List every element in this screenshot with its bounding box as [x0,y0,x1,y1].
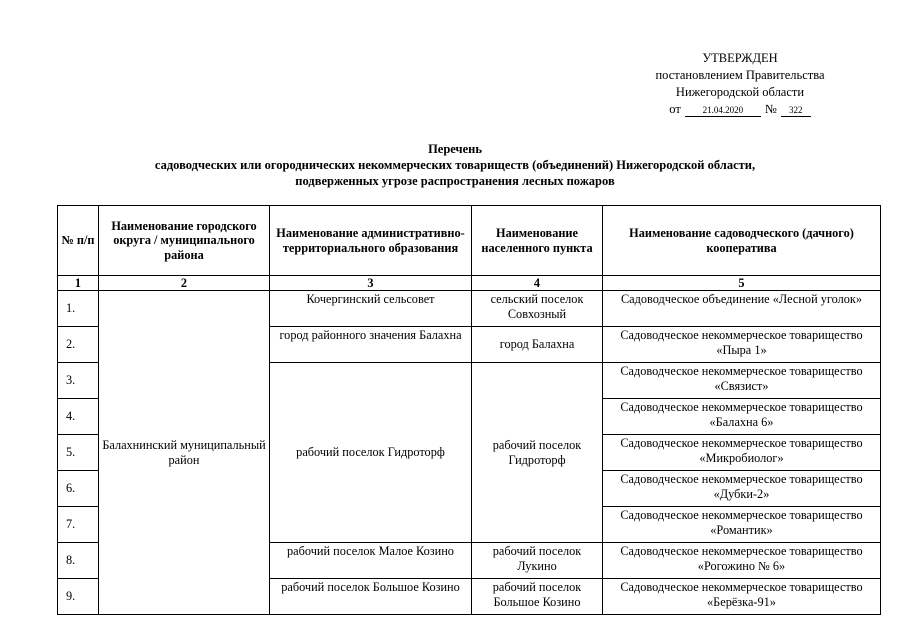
column-numbers-row [58,276,881,291]
coop-cell: Садоводческое некоммерческое товарищество «Связист» [603,363,881,399]
header-settlement: Наименование населенного пункта [472,206,603,276]
row-number: 2. [58,327,99,363]
column-number: 5 [603,276,881,291]
ato-cell: рабочий поселок Гидроторф [270,363,472,543]
cooperatives-table [57,205,881,615]
title-line-1: Перечень [428,142,482,156]
title-line-3: подверженных угрозе распространения лесных пожаров [295,174,615,188]
district-cell: Балахнинский муниципальный район [99,291,270,615]
ato-cell: город районного значения Балахна [270,327,472,363]
coop-cell: Садоводческое некоммерческое товарищество «Пыра 1» [603,327,881,363]
approval-region: Нижегородской области [675,85,805,99]
settlement-cell: рабочий поселок Лукино [472,543,603,579]
settlement-cell: сельский поселок Совхозный [472,291,603,327]
row-number: 1. [58,291,99,327]
row-number: 7. [58,507,99,543]
table-row [58,291,881,327]
coop-cell: Садоводческое некоммерческое товарищество «Берёзка-91» [603,579,881,615]
approval-from-label: от [669,102,681,116]
coop-cell: Садоводческое некоммерческое товарищество «Балахна 6» [603,399,881,435]
approval-decree: постановлением Правительства [655,68,825,82]
document-title [40,141,870,189]
column-number: 4 [472,276,603,291]
column-number: 2 [99,276,270,291]
row-number: 4. [58,399,99,435]
table-header-row [58,206,881,276]
coop-cell: Садоводческое некоммерческое товарищество «Дубки-2» [603,471,881,507]
coop-cell: Садоводческое некоммерческое товарищество «Рогожино № 6» [603,543,881,579]
settlement-cell: рабочий поселок Гидроторф [472,363,603,543]
approval-number-label: № [764,102,777,116]
approval-stamp [620,50,860,118]
settlement-cell: город Балахна [472,327,603,363]
approval-number: 322 [781,104,811,117]
column-number: 1 [58,276,99,291]
row-number: 6. [58,471,99,507]
approval-title: УТВЕРЖДЕН [702,51,778,65]
title-line-2: садоводческих или огороднических некоммерческих товариществ (объединений) Нижегородской области, [154,158,756,172]
settlement-cell: рабочий поселок Большое Козино [472,579,603,615]
approval-date: 21.04.2020 [685,104,761,117]
header-num: № п/п [58,206,99,276]
row-number: 3. [58,363,99,399]
coop-cell: Садоводческое объединение «Лесной уголок» [603,291,881,327]
row-number: 8. [58,543,99,579]
row-number: 5. [58,435,99,471]
ato-cell: рабочий поселок Большое Козино [270,579,472,615]
coop-cell: Садоводческое некоммерческое товарищество «Романтик» [603,507,881,543]
ato-cell: рабочий поселок Малое Козино [270,543,472,579]
column-number: 3 [270,276,472,291]
header-ato: Наименование административно-территориального образования [270,206,472,276]
header-district: Наименование городского округа / муниципального района [99,206,270,276]
header-coop: Наименование садоводческого (дачного) кооператива [603,206,881,276]
ato-cell: Кочергинский сельсовет [270,291,472,327]
row-number: 9. [58,579,99,615]
approval-date-number [620,101,860,118]
coop-cell: Садоводческое некоммерческое товарищество «Микробиолог» [603,435,881,471]
